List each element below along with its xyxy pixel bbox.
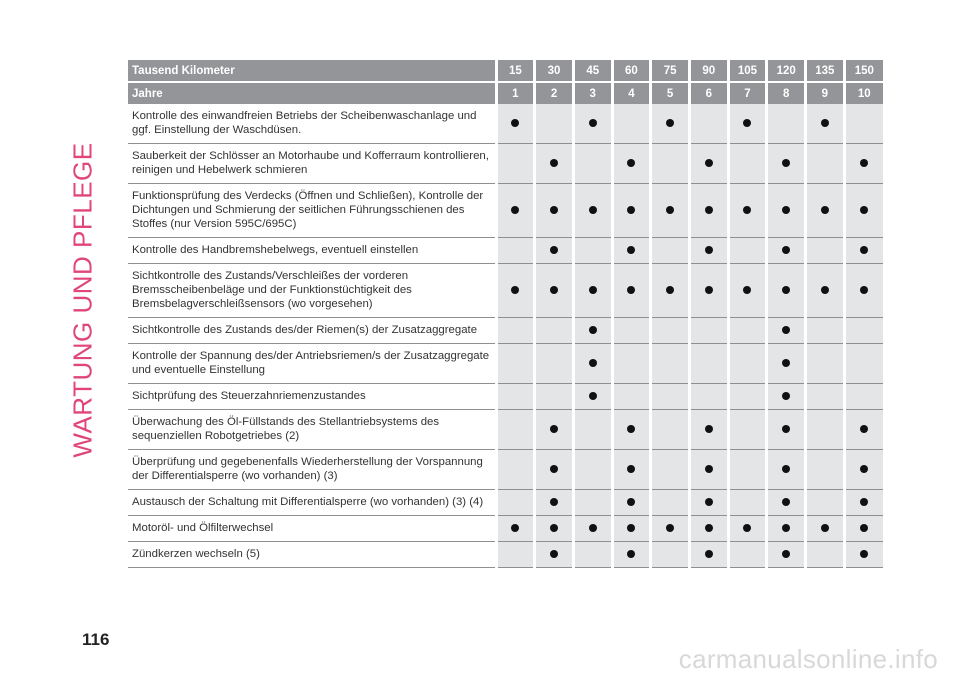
task-description: Motoröl- und Ölfilterwechsel [128, 516, 496, 542]
schedule-cell [496, 542, 535, 568]
task-description: Kontrolle des Handbremshebelwegs, eventuell einstellen [128, 238, 496, 264]
scheduled-dot [612, 410, 651, 450]
scheduled-dot [612, 516, 651, 542]
schedule-cell [689, 318, 728, 344]
scheduled-dot [689, 410, 728, 450]
header-km-value: 120 [767, 60, 806, 82]
header-year-value: 2 [535, 82, 574, 104]
schedule-cell [535, 318, 574, 344]
schedule-cell [612, 318, 651, 344]
scheduled-dot [689, 238, 728, 264]
schedule-cell [844, 384, 883, 410]
scheduled-dot [535, 450, 574, 490]
header-year-value: 1 [496, 82, 535, 104]
schedule-cell [651, 344, 690, 384]
schedule-cell [496, 318, 535, 344]
task-description: Überprüfung und gegebenenfalls Wiederherstellung der Vorspannung der Differentialsperre (wo vorhanden) (3) [128, 450, 496, 490]
header-row-years [128, 82, 883, 104]
header-km-value: 150 [844, 60, 883, 82]
schedule-cell [728, 238, 767, 264]
task-description: Sichtkontrolle des Zustands/Verschleißes der vorderen Bremsscheibenbeläge und der Funktionstüchtigkeit des Bremsbelagverschleißsensors (wo vorgesehen) [128, 264, 496, 318]
scheduled-dot [767, 384, 806, 410]
scheduled-dot [535, 144, 574, 184]
schedule-cell [689, 384, 728, 410]
schedule-cell [496, 344, 535, 384]
schedule-cell [806, 490, 845, 516]
scheduled-dot [689, 144, 728, 184]
scheduled-dot [844, 490, 883, 516]
header-km-value: 30 [535, 60, 574, 82]
schedule-cell [844, 318, 883, 344]
header-row-kilometers [128, 60, 883, 82]
table-row [128, 516, 883, 542]
scheduled-dot [806, 516, 845, 542]
schedule-cell [573, 450, 612, 490]
scheduled-dot [767, 516, 806, 542]
task-description: Zündkerzen wechseln (5) [128, 542, 496, 568]
schedule-cell [496, 384, 535, 410]
schedule-cell [651, 318, 690, 344]
header-km-label: Tausend Kilometer [128, 60, 496, 82]
header-year-value: 3 [573, 82, 612, 104]
scheduled-dot [767, 144, 806, 184]
scheduled-dot [612, 184, 651, 238]
schedule-cell [573, 490, 612, 516]
schedule-cell [806, 144, 845, 184]
scheduled-dot [844, 144, 883, 184]
schedule-cell [728, 344, 767, 384]
schedule-cell [573, 542, 612, 568]
header-km-value: 60 [612, 60, 651, 82]
schedule-cell [496, 410, 535, 450]
task-description: Überwachung des Öl-Füllstands des Stellantriebsystems des sequenziellen Robotgetriebes (2) [128, 410, 496, 450]
schedule-cell [728, 144, 767, 184]
schedule-cell [728, 542, 767, 568]
task-description: Kontrolle des einwandfreien Betriebs der Scheibenwaschanlage und ggf. Einstellung der Waschdüsen. [128, 104, 496, 144]
table-row [128, 450, 883, 490]
scheduled-dot [689, 490, 728, 516]
header-km-value: 105 [728, 60, 767, 82]
schedule-cell [767, 104, 806, 144]
scheduled-dot [806, 264, 845, 318]
scheduled-dot [612, 264, 651, 318]
header-km-value: 90 [689, 60, 728, 82]
table-row [128, 184, 883, 238]
scheduled-dot [844, 410, 883, 450]
scheduled-dot [728, 516, 767, 542]
schedule-cell [728, 410, 767, 450]
scheduled-dot [496, 104, 535, 144]
task-description: Sichtprüfung des Steuerzahnriemenzustandes [128, 384, 496, 410]
scheduled-dot [612, 144, 651, 184]
scheduled-dot [728, 264, 767, 318]
header-km-value: 135 [806, 60, 845, 82]
scheduled-dot [728, 104, 767, 144]
scheduled-dot [535, 238, 574, 264]
table-row [128, 104, 883, 144]
schedule-cell [496, 490, 535, 516]
scheduled-dot [844, 264, 883, 318]
scheduled-dot [496, 184, 535, 238]
section-side-title-text: WARTUNG UND PFLEGE [67, 142, 98, 458]
header-km-value: 15 [496, 60, 535, 82]
scheduled-dot [496, 516, 535, 542]
task-description: Kontrolle der Spannung des/der Antriebsriemen/s der Zusatzaggregate und eventuelle Einstellung [128, 344, 496, 384]
scheduled-dot [573, 318, 612, 344]
scheduled-dot [651, 184, 690, 238]
scheduled-dot [612, 450, 651, 490]
schedule-cell [844, 344, 883, 384]
header-year-value: 6 [689, 82, 728, 104]
schedule-cell [806, 542, 845, 568]
scheduled-dot [573, 384, 612, 410]
schedule-cell [806, 410, 845, 450]
table-row [128, 344, 883, 384]
scheduled-dot [689, 542, 728, 568]
scheduled-dot [844, 516, 883, 542]
scheduled-dot [844, 542, 883, 568]
schedule-cell [806, 318, 845, 344]
table-row [128, 490, 883, 516]
schedule-cell [651, 490, 690, 516]
schedule-cell [612, 384, 651, 410]
schedule-cell [689, 104, 728, 144]
schedule-cell [728, 384, 767, 410]
schedule-cell [728, 490, 767, 516]
scheduled-dot [612, 238, 651, 264]
scheduled-dot [767, 318, 806, 344]
scheduled-dot [651, 104, 690, 144]
scheduled-dot [573, 184, 612, 238]
table-row [128, 264, 883, 318]
header-years-label: Jahre [128, 82, 496, 104]
scheduled-dot [651, 516, 690, 542]
schedule-cell [535, 384, 574, 410]
table-row [128, 384, 883, 410]
schedule-cell [573, 410, 612, 450]
scheduled-dot [573, 516, 612, 542]
schedule-cell [689, 344, 728, 384]
schedule-cell [651, 238, 690, 264]
header-year-value: 9 [806, 82, 845, 104]
maintenance-schedule-table [128, 60, 883, 568]
schedule-cell [651, 384, 690, 410]
scheduled-dot [573, 264, 612, 318]
schedule-cell [573, 144, 612, 184]
page-number: 116 [82, 630, 110, 649]
scheduled-dot [573, 344, 612, 384]
scheduled-dot [535, 410, 574, 450]
schedule-cell [651, 410, 690, 450]
scheduled-dot [844, 184, 883, 238]
scheduled-dot [651, 264, 690, 318]
scheduled-dot [844, 238, 883, 264]
header-km-value: 45 [573, 60, 612, 82]
header-km-value: 75 [651, 60, 690, 82]
schedule-cell [806, 384, 845, 410]
schedule-cell [573, 238, 612, 264]
scheduled-dot [535, 516, 574, 542]
schedule-cell [806, 238, 845, 264]
schedule-cell [651, 450, 690, 490]
schedule-cell [535, 104, 574, 144]
scheduled-dot [728, 184, 767, 238]
header-year-value: 5 [651, 82, 690, 104]
scheduled-dot [806, 104, 845, 144]
scheduled-dot [806, 184, 845, 238]
table-row [128, 542, 883, 568]
scheduled-dot [573, 104, 612, 144]
scheduled-dot [767, 184, 806, 238]
task-description: Sichtkontrolle des Zustands des/der Riemen(s) der Zusatzaggregate [128, 318, 496, 344]
schedule-cell [496, 144, 535, 184]
schedule-cell [728, 318, 767, 344]
task-description: Funktionsprüfung des Verdecks (Öffnen und Schließen), Kontrolle der Dichtungen und Schmierung der seitlichen Führungsschienen des Stoffes (nur Version 595C/695C) [128, 184, 496, 238]
header-year-value: 7 [728, 82, 767, 104]
scheduled-dot [767, 490, 806, 516]
scheduled-dot [844, 450, 883, 490]
scheduled-dot [612, 490, 651, 516]
scheduled-dot [689, 450, 728, 490]
scheduled-dot [496, 264, 535, 318]
scheduled-dot [535, 264, 574, 318]
schedule-cell [496, 238, 535, 264]
header-year-value: 4 [612, 82, 651, 104]
schedule-cell [612, 344, 651, 384]
table-row [128, 238, 883, 264]
watermark: carmanualsonline.info [678, 644, 938, 674]
scheduled-dot [767, 542, 806, 568]
scheduled-dot [767, 450, 806, 490]
table-row [128, 318, 883, 344]
schedule-cell [728, 450, 767, 490]
schedule-cell [651, 144, 690, 184]
schedule-cell [535, 344, 574, 384]
scheduled-dot [767, 238, 806, 264]
scheduled-dot [535, 490, 574, 516]
table-row [128, 410, 883, 450]
header-year-value: 8 [767, 82, 806, 104]
task-description: Sauberkeit der Schlösser an Motorhaube und Kofferraum kontrollieren, reinigen und Hebelwerk schmieren [128, 144, 496, 184]
schedule-cell [651, 542, 690, 568]
scheduled-dot [689, 264, 728, 318]
scheduled-dot [689, 184, 728, 238]
scheduled-dot [535, 542, 574, 568]
header-year-value: 10 [844, 82, 883, 104]
task-description: Austausch der Schaltung mit Differentialsperre (wo vorhanden) (3) (4) [128, 490, 496, 516]
scheduled-dot [767, 344, 806, 384]
table-row [128, 144, 883, 184]
schedule-cell [612, 104, 651, 144]
schedule-cell [496, 450, 535, 490]
scheduled-dot [535, 184, 574, 238]
scheduled-dot [612, 542, 651, 568]
scheduled-dot [689, 516, 728, 542]
scheduled-dot [767, 410, 806, 450]
schedule-cell [844, 104, 883, 144]
schedule-cell [806, 450, 845, 490]
scheduled-dot [767, 264, 806, 318]
schedule-cell [806, 344, 845, 384]
